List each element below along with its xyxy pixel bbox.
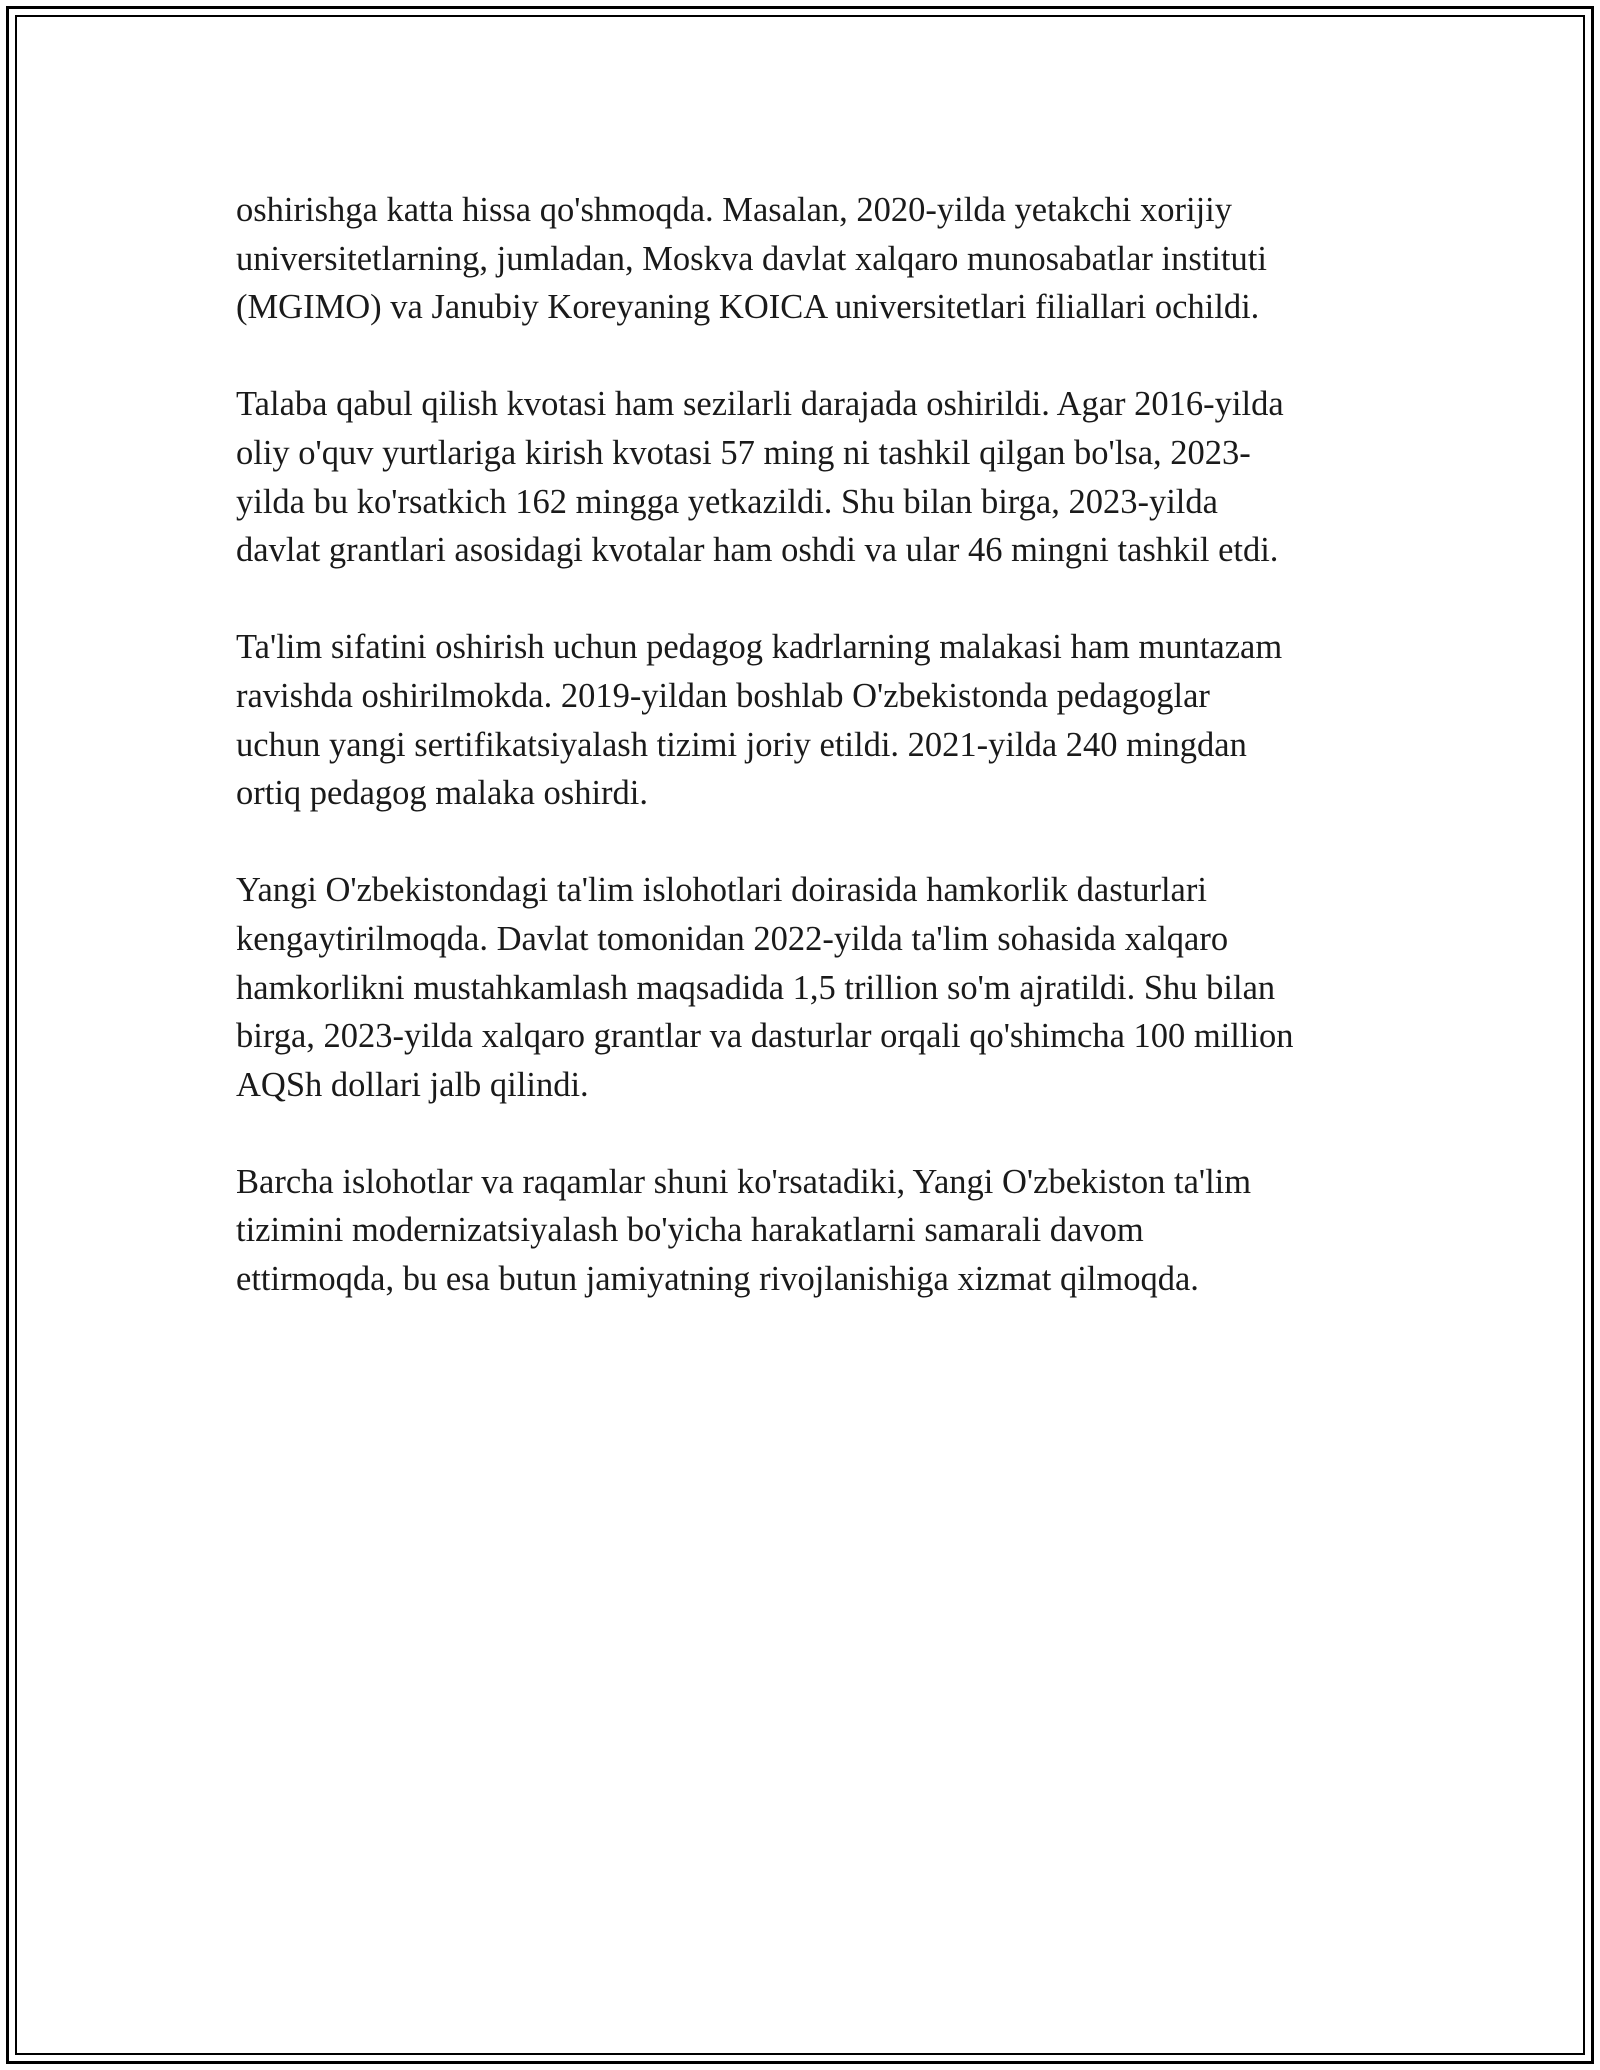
- text-line: Talaba qabul qilish kvotasi ham sezilarli darajada oshirildi. Agar 2016-yilda: [236, 385, 1284, 424]
- paragraph-4: [236, 866, 1376, 1109]
- text-line: oliy o'quv yurtlariga kirish kvotasi 57 ming ni tashkil qilgan bo'lsa, 2023-: [236, 433, 1251, 472]
- paragraph-1: [236, 186, 1376, 332]
- text-line: tizimini modernizatsiyalash bo'yicha harakatlarni samarali davom: [236, 1211, 1144, 1250]
- text-line: ettirmoqda, bu esa butun jamiyatning rivojlanishiga xizmat qilmoqda.: [236, 1260, 1199, 1299]
- paragraph-3: [236, 623, 1376, 817]
- text-line: (MGIMO) va Janubiy Koreyaning KOICA universitetlari filiallari ochildi.: [236, 288, 1260, 327]
- text-line: Barcha islohotlar va raqamlar shuni ko'rsatadiki, Yangi O'zbekiston ta'lim: [236, 1162, 1252, 1201]
- text-line: ortiq pedagog malaka oshirdi.: [236, 774, 648, 813]
- paragraph-5: [236, 1158, 1376, 1304]
- document-body: [236, 186, 1376, 1352]
- text-line: Yangi O'zbekistondagi ta'lim islohotlari doirasida hamkorlik dasturlari: [236, 871, 1207, 910]
- paragraph-2: [236, 380, 1376, 574]
- text-line: yilda bu ko'rsatkich 162 mingga yetkazildi. Shu bilan birga, 2023-yilda: [236, 482, 1218, 521]
- text-line: universitetlarning, jumladan, Moskva davlat xalqaro munosabatlar instituti: [236, 239, 1267, 278]
- text-line: birga, 2023-yilda xalqaro grantlar va dasturlar orqali qo'shimcha 100 million: [236, 1017, 1294, 1056]
- text-line: davlat grantlari asosidagi kvotalar ham oshdi va ular 46 mingni tashkil etdi.: [236, 531, 1279, 570]
- text-line: kengaytirilmoqda. Davlat tomonidan 2022-yilda ta'lim sohasida xalqaro: [236, 919, 1229, 958]
- text-line: AQSh dollari jalb qilindi.: [236, 1065, 589, 1104]
- text-line: uchun yangi sertifikatsiyalash tizimi joriy etildi. 2021-yilda 240 mingdan: [236, 725, 1247, 764]
- text-line: ravishda oshirilmokda. 2019-yildan boshlab O'zbekistonda pedagoglar: [236, 676, 1210, 715]
- text-line: hamkorlikni mustahkamlash maqsadida 1,5 trillion so'm ajratildi. Shu bilan: [236, 968, 1276, 1007]
- text-line: Ta'lim sifatini oshirish uchun pedagog kadrlarning malakasi ham muntazam: [236, 628, 1283, 667]
- text-line: oshirishga katta hissa qo'shmoqda. Masalan, 2020-yilda yetakchi xorijiy: [236, 191, 1232, 229]
